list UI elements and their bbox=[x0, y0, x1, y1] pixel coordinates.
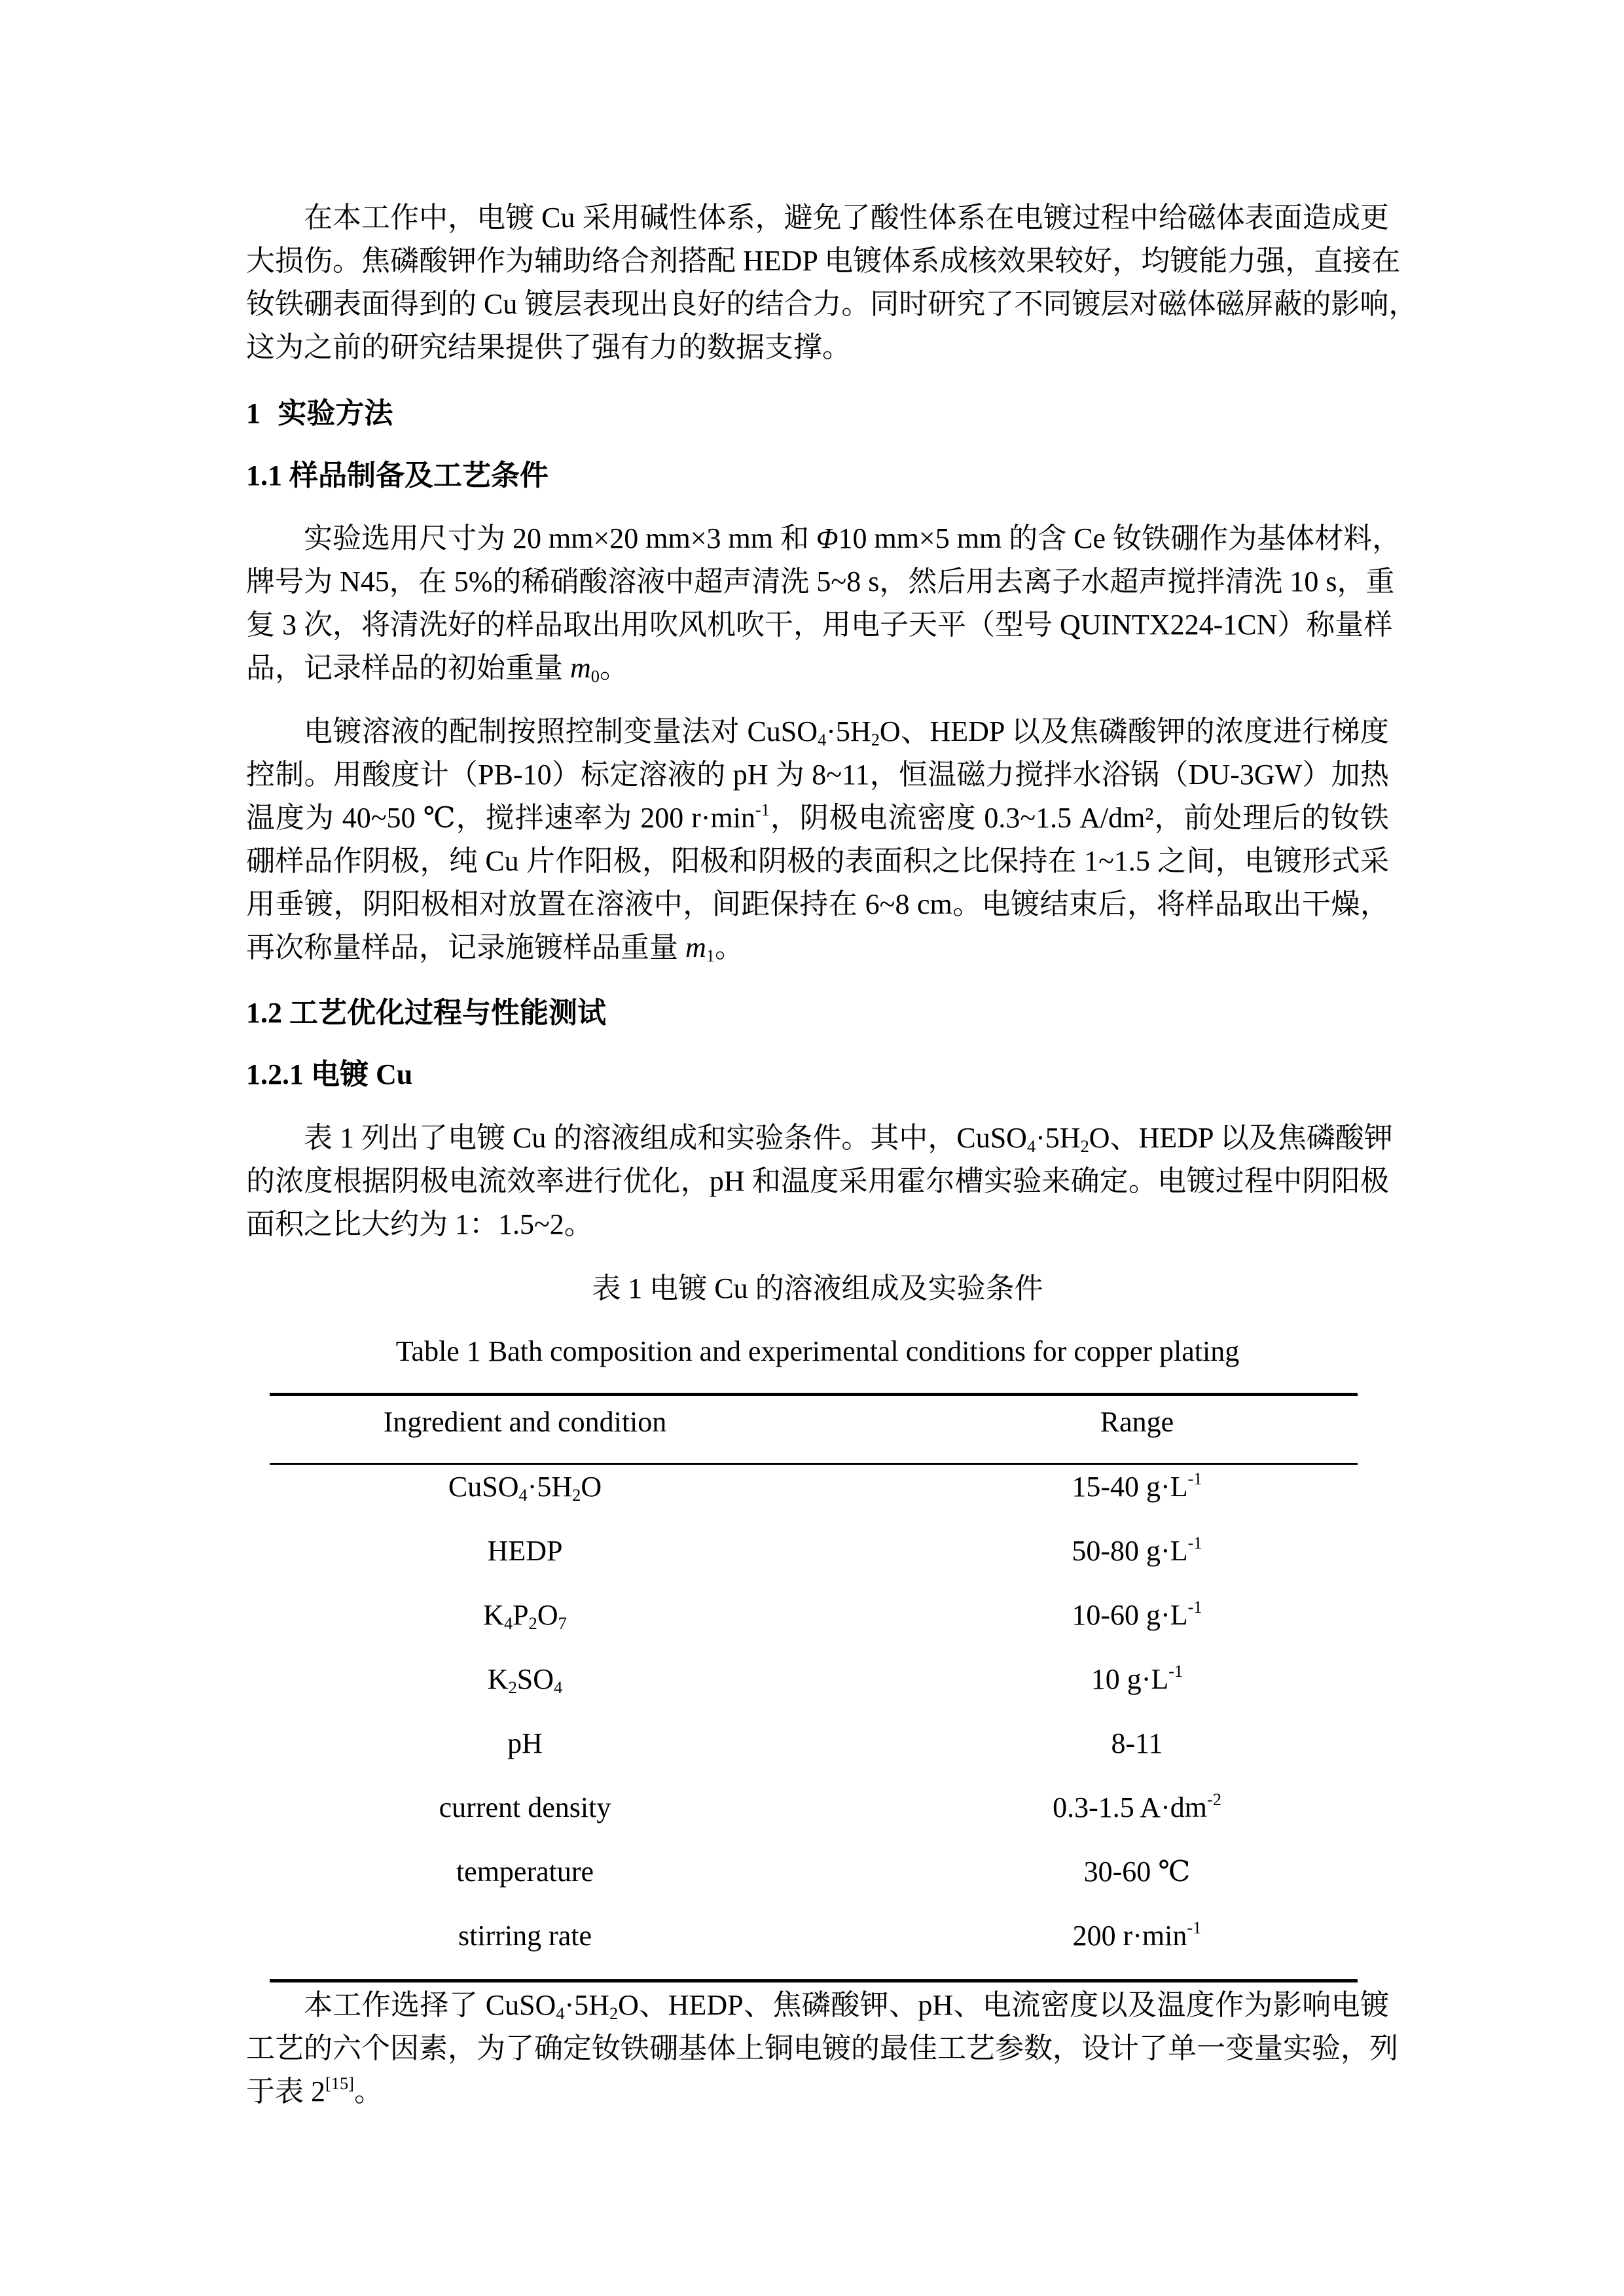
text-run: 电镀溶液的配制按照控制变量法对 CuSO bbox=[304, 715, 818, 747]
ingredient-cell bbox=[270, 1647, 780, 1712]
ingredient-cell bbox=[270, 1712, 780, 1776]
superscript: -1 bbox=[1187, 1917, 1202, 1937]
section-heading-experimental-methods: 1 实验方法 bbox=[246, 397, 393, 429]
table-row bbox=[270, 1776, 1358, 1840]
text-run: ，阴极电流密度 0.3~1.5 A/dm²，前处理后的钕铁 bbox=[769, 802, 1389, 834]
table-row bbox=[270, 1583, 1358, 1647]
range-cell bbox=[916, 1712, 1358, 1776]
ingredient-cell bbox=[270, 1904, 780, 1968]
subsection-heading-process-optimization: 1.2 工艺优化过程与性能测试 bbox=[246, 997, 606, 1029]
text-run: 钕铁硼表面得到的 Cu 镀层表现出良好的结合力。同时研究了不同镀层对磁体磁屏蔽的影响， bbox=[246, 288, 1418, 320]
table-row bbox=[270, 1840, 1358, 1904]
text-run: 工艺的六个因素，为了确定钕铁硼基体上铜电镀的最佳工艺参数，设计了单一变量实验，列 bbox=[246, 2032, 1398, 2064]
text-run: 表 1 列出了电镀 Cu 的溶液组成和实验条件。其中，CuSO bbox=[304, 1122, 1027, 1154]
subscript: 2 bbox=[609, 2003, 619, 2023]
text-run: ·5H bbox=[564, 1989, 609, 2021]
sample-preparation-paragraph bbox=[246, 517, 1401, 690]
text-run: 200 r·min bbox=[1072, 1920, 1187, 1952]
table-row bbox=[270, 1712, 1358, 1776]
text-line bbox=[246, 1160, 1389, 1203]
text-run: P bbox=[513, 1599, 529, 1631]
bath-composition-table bbox=[270, 1393, 1358, 1983]
text-run: 的浓度根据阴极电流效率进行优化，pH 和温度采用霍尔槽实验来确定。电镀过程中阴阳极 bbox=[246, 1165, 1389, 1197]
subscript: 2 bbox=[508, 1677, 517, 1697]
intro-paragraph bbox=[246, 196, 1418, 369]
text-run: O、HEDP 以及焦磷酸钾的浓度进行梯度 bbox=[879, 715, 1390, 747]
text-run: 。 bbox=[599, 652, 628, 684]
table-row bbox=[270, 1647, 1358, 1712]
table-row bbox=[270, 1904, 1358, 1968]
text-run: 在本工作中，电镀 Cu 采用碱性体系，避免了酸性体系在电镀过程中给磁体表面造成更 bbox=[304, 202, 1389, 234]
text-run: 品，记录样品的初始重量 bbox=[246, 652, 570, 684]
text-run: 牌号为 N45，在 5%的稀硝酸溶液中超声清洗 5~8 s，然后用去离子水超声搅拌清洗 10 s，重 bbox=[246, 565, 1395, 598]
italic-symbol: m bbox=[685, 931, 706, 963]
range-cell bbox=[916, 1840, 1358, 1904]
text-run: ·5H bbox=[1036, 1122, 1081, 1154]
text-line bbox=[246, 647, 1389, 690]
text-line bbox=[246, 926, 1389, 969]
ingredient-cell bbox=[270, 1776, 780, 1840]
subscript: 4 bbox=[554, 1677, 563, 1697]
text-run: 大损伤。焦磷酸钾作为辅助络合剂搭配 HEDP 电镀体系成核效果较好，均镀能力强，直接在 bbox=[246, 245, 1401, 277]
closing-paragraph bbox=[246, 1984, 1398, 2113]
text-run: 50-80 g·L bbox=[1072, 1535, 1188, 1567]
text-run: O、HEDP 以及焦磷酸钾 bbox=[1089, 1122, 1393, 1154]
text-line bbox=[246, 196, 1389, 240]
table-row bbox=[270, 1519, 1358, 1583]
text-run: current density bbox=[439, 1791, 611, 1823]
text-run: HEDP bbox=[487, 1535, 563, 1567]
table-intro-paragraph bbox=[246, 1117, 1393, 1246]
subscript: 2 bbox=[528, 1613, 537, 1633]
table-header-row bbox=[270, 1401, 1358, 1444]
subscript: 1 bbox=[706, 945, 715, 965]
range-cell bbox=[916, 1455, 1358, 1519]
ingredient-cell bbox=[270, 1840, 780, 1904]
table-caption-chinese: 表 1 电镀 Cu 的溶液组成及实验条件 bbox=[592, 1272, 1043, 1304]
text-run: 本工作选择了 CuSO bbox=[304, 1989, 556, 2021]
column-header-range: Range bbox=[1100, 1406, 1174, 1438]
text-line bbox=[246, 2027, 1398, 2070]
text-run: K bbox=[487, 1663, 509, 1695]
text-run: 用垂镀，阴阳极相对放置在溶液中，间距保持在 6~8 cm。电镀结束后，将样品取出干燥， bbox=[246, 888, 1389, 920]
plating-solution-paragraph bbox=[246, 710, 1389, 969]
text-line bbox=[246, 1984, 1389, 2027]
text-run: 15-40 g·L bbox=[1072, 1471, 1188, 1503]
subsubsection-heading-copper-plating: 1.2.1 电镀 Cu bbox=[246, 1058, 413, 1090]
text-run: ·5H bbox=[826, 715, 871, 747]
column-header-ingredient: Ingredient and condition bbox=[383, 1406, 667, 1438]
subscript: 4 bbox=[1026, 1136, 1036, 1156]
text-run: ·5H bbox=[527, 1471, 573, 1503]
text-run: 。 bbox=[353, 2075, 383, 2108]
subscript: 7 bbox=[558, 1613, 567, 1633]
text-line bbox=[246, 710, 1389, 753]
text-run: 。 bbox=[714, 931, 744, 963]
text-run: O bbox=[581, 1471, 602, 1503]
text-line bbox=[246, 517, 1401, 560]
text-line bbox=[246, 883, 1389, 926]
text-run: 这为之前的研究结果提供了强有力的数据支撑。 bbox=[246, 331, 851, 363]
range-cell bbox=[916, 1904, 1358, 1968]
text-run: 温度为 40~50 ℃，搅拌速率为 200 r·min bbox=[246, 802, 755, 834]
subscript: 2 bbox=[871, 729, 880, 749]
italic-symbol: Φ bbox=[816, 522, 839, 554]
text-run: 复 3 次，将清洗好的样品取出用吹风机吹干，用电子天平（型号 QUINTX224-1CN）称量样 bbox=[246, 609, 1393, 641]
text-run: 0.3-1.5 A·dm bbox=[1053, 1791, 1207, 1823]
text-run: pH bbox=[507, 1727, 543, 1759]
table-row bbox=[270, 1455, 1358, 1519]
text-run: 再次称量样品，记录施镀样品重量 bbox=[246, 931, 685, 963]
table-bottom-rule bbox=[270, 1979, 1358, 1982]
text-run: K bbox=[483, 1599, 504, 1631]
text-run: 10 g·L bbox=[1091, 1663, 1169, 1695]
text-line bbox=[246, 797, 1389, 840]
subscript: 0 bbox=[590, 666, 600, 686]
range-cell bbox=[916, 1583, 1358, 1647]
subsection-heading-sample-preparation: 1.1 样品制备及工艺条件 bbox=[246, 459, 549, 492]
text-line bbox=[246, 1203, 1389, 1246]
text-run: 30-60 ℃ bbox=[1083, 1856, 1191, 1888]
text-run: 10-60 g·L bbox=[1072, 1599, 1188, 1631]
ingredient-cell bbox=[270, 1583, 780, 1647]
subscript: 4 bbox=[503, 1613, 513, 1633]
range-cell bbox=[916, 1647, 1358, 1712]
text-line bbox=[246, 753, 1389, 797]
superscript: -2 bbox=[1206, 1789, 1221, 1809]
subscript: 2 bbox=[1080, 1136, 1089, 1156]
text-run: temperature bbox=[456, 1856, 594, 1888]
text-line bbox=[246, 326, 1389, 369]
text-line bbox=[246, 2070, 1389, 2113]
text-run: 硼样品作阴极，纯 Cu 片作阳极，阳极和阴极的表面积之比保持在 1~1.5 之间，电镀形式采 bbox=[246, 845, 1389, 877]
subscript: 2 bbox=[572, 1484, 581, 1505]
range-cell bbox=[916, 1519, 1358, 1583]
range-cell bbox=[916, 1776, 1358, 1840]
table-caption-english: Table 1 Bath composition and experimental conditions for copper plating bbox=[395, 1335, 1240, 1367]
ingredient-cell bbox=[270, 1519, 780, 1583]
text-line bbox=[246, 603, 1393, 647]
text-run: O、HEDP、焦磷酸钾、pH、电流密度以及温度作为影响电镀 bbox=[618, 1989, 1389, 2021]
text-run: 8-11 bbox=[1111, 1727, 1163, 1759]
table-top-rule bbox=[270, 1393, 1358, 1396]
superscript: -1 bbox=[1187, 1532, 1202, 1552]
text-run: 实验选用尺寸为 20 mm×20 mm×3 mm 和 bbox=[304, 522, 816, 554]
subscript: 4 bbox=[556, 2003, 565, 2023]
text-line bbox=[246, 283, 1418, 326]
text-line bbox=[246, 840, 1389, 883]
table-body bbox=[270, 1455, 1358, 1968]
subscript: 4 bbox=[818, 729, 827, 749]
superscript: -1 bbox=[1187, 1468, 1202, 1488]
text-run: 面积之比大约为 1：1.5~2。 bbox=[246, 1208, 593, 1240]
superscript: -1 bbox=[755, 799, 770, 819]
superscript: [15] bbox=[325, 2073, 354, 2093]
text-run: 于表 2 bbox=[246, 2075, 325, 2108]
text-line bbox=[246, 560, 1395, 603]
text-run: O bbox=[537, 1599, 558, 1631]
text-line bbox=[246, 1117, 1393, 1160]
subscript: 4 bbox=[518, 1484, 528, 1505]
text-run: SO bbox=[516, 1663, 554, 1695]
text-line bbox=[246, 240, 1401, 283]
text-run: 控制。用酸度计（PB-10）标定溶液的 pH 为 8~11，恒温磁力搅拌水浴锅（DU-3GW）加热 bbox=[246, 759, 1389, 791]
text-run: 10 mm×5 mm 的含 Ce 钕铁硼作为基体材料， bbox=[838, 522, 1401, 554]
text-run: stirring rate bbox=[458, 1920, 592, 1952]
superscript: -1 bbox=[1187, 1596, 1202, 1617]
text-run: CuSO bbox=[448, 1471, 519, 1503]
italic-symbol: m bbox=[570, 652, 591, 684]
superscript: -1 bbox=[1168, 1660, 1183, 1681]
ingredient-cell bbox=[270, 1455, 780, 1519]
